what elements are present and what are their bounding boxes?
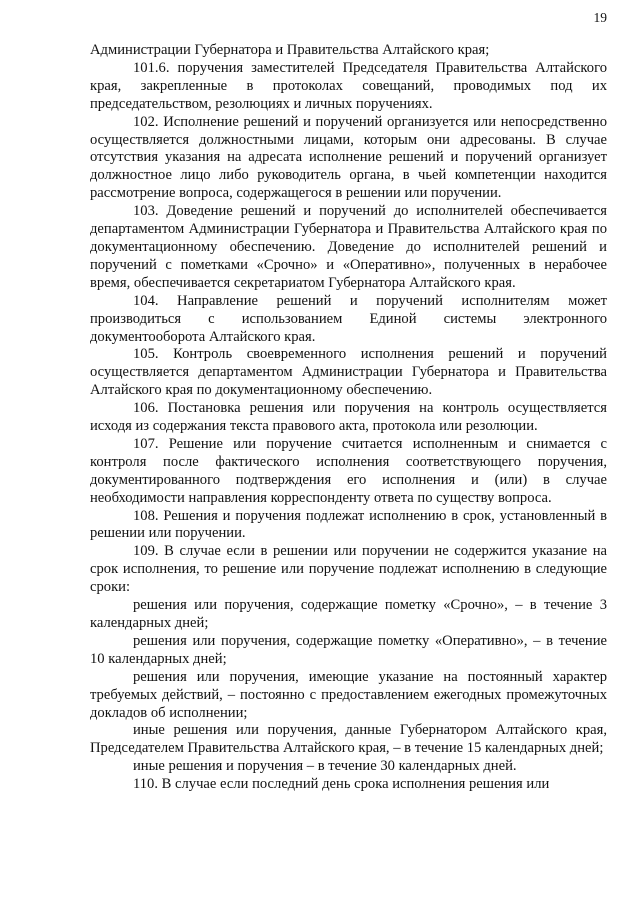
paragraph-102: 102. Исполнение решений и поручений организуется или непосредственно осуществляется должностными лицами, которым они адресованы. В случае отсутствия указания на адресата исполнение решений и поручений организует должностное лицо либо руководитель органа, в чьей компетенции находится рассмотрение вопроса, содержащегося в решении или поручении.: [90, 113, 607, 202]
list-item-operative: решения или поручения, содержащие пометку «Оперативно», – в течение 10 календарных дней;: [90, 632, 607, 667]
list-item-governor: иные решения или поручения, данные Губернатором Алтайского края, Председателем Правительства Алтайского края, – в течение 15 календарных дней;: [90, 722, 607, 757]
list-item-permanent: решения или поручения, имеющие указание на постоянный характер требуемых действий, – постоянно с предоставлением ежегодных промежуточных докладов об исполнении;: [90, 668, 607, 721]
paragraph-continuation: Администрации Губернатора и Правительства Алтайского края;: [90, 42, 490, 58]
list-item-other: иные решения и поручения – в течение 30 календарных дней.: [133, 758, 517, 775]
paragraph-104: 104. Направление решений и поручений исполнителям может производиться с использованием Единой системы электронного документооборота Алтайского края.: [90, 292, 607, 345]
paragraph-103: 103. Доведение решений и поручений до исполнителей обеспечивается департаментом Администрации Губернатора и Правительства Алтайского края по документационному обеспечению. Доведение до исполнителей решений и поручений с пометками «Срочно» и «Оперативно», полученных в нерабочее время, обеспечивается секретариатом Губернатора Алтайского края.: [90, 203, 607, 291]
page-number: 19: [593, 10, 607, 25]
paragraph-107: 107. Решение или поручение считается исполненным и снимается с контроля после фактического исполнения соответствующего поручения, документированного подтверждения его исполнения и (или) в случае необходимости направления корреспонденту ответа по существу вопроса.: [90, 435, 607, 506]
list-item-urgent: решения или поручения, содержащие пометку «Срочно», – в течение 3 календарных дней;: [90, 597, 607, 631]
paragraph-110: 110. В случае если последний день срока исполнения решения или: [133, 776, 550, 793]
paragraph-108: 108. Решения и поручения подлежат исполнению в срок, установленный в решении или поручении.: [90, 507, 607, 542]
paragraph-109: 109. В случае если в решении или поручении не содержится указание на срок исполнения, то решение или поручение подлежат исполнению в следующие сроки:: [90, 543, 607, 596]
paragraph-106: 106. Постановка решения или поручения на контроль осуществляется исходя из содержания текста правового акта, протокола или резолюции.: [90, 400, 607, 435]
document-body: [90, 42, 607, 794]
paragraph-105: 105. Контроль своевременного исполнения решений и поручений осуществляется департаментом Администрации Губернатора и Правительства Алтайского края по документационному обеспечению.: [90, 346, 607, 399]
paragraph-101-6: 101.6. поручения заместителей Председателя Правительства Алтайского края, закрепленные в протоколах совещаний, проводимых под их председательством, резолюциях и личных поручениях.: [90, 59, 607, 112]
